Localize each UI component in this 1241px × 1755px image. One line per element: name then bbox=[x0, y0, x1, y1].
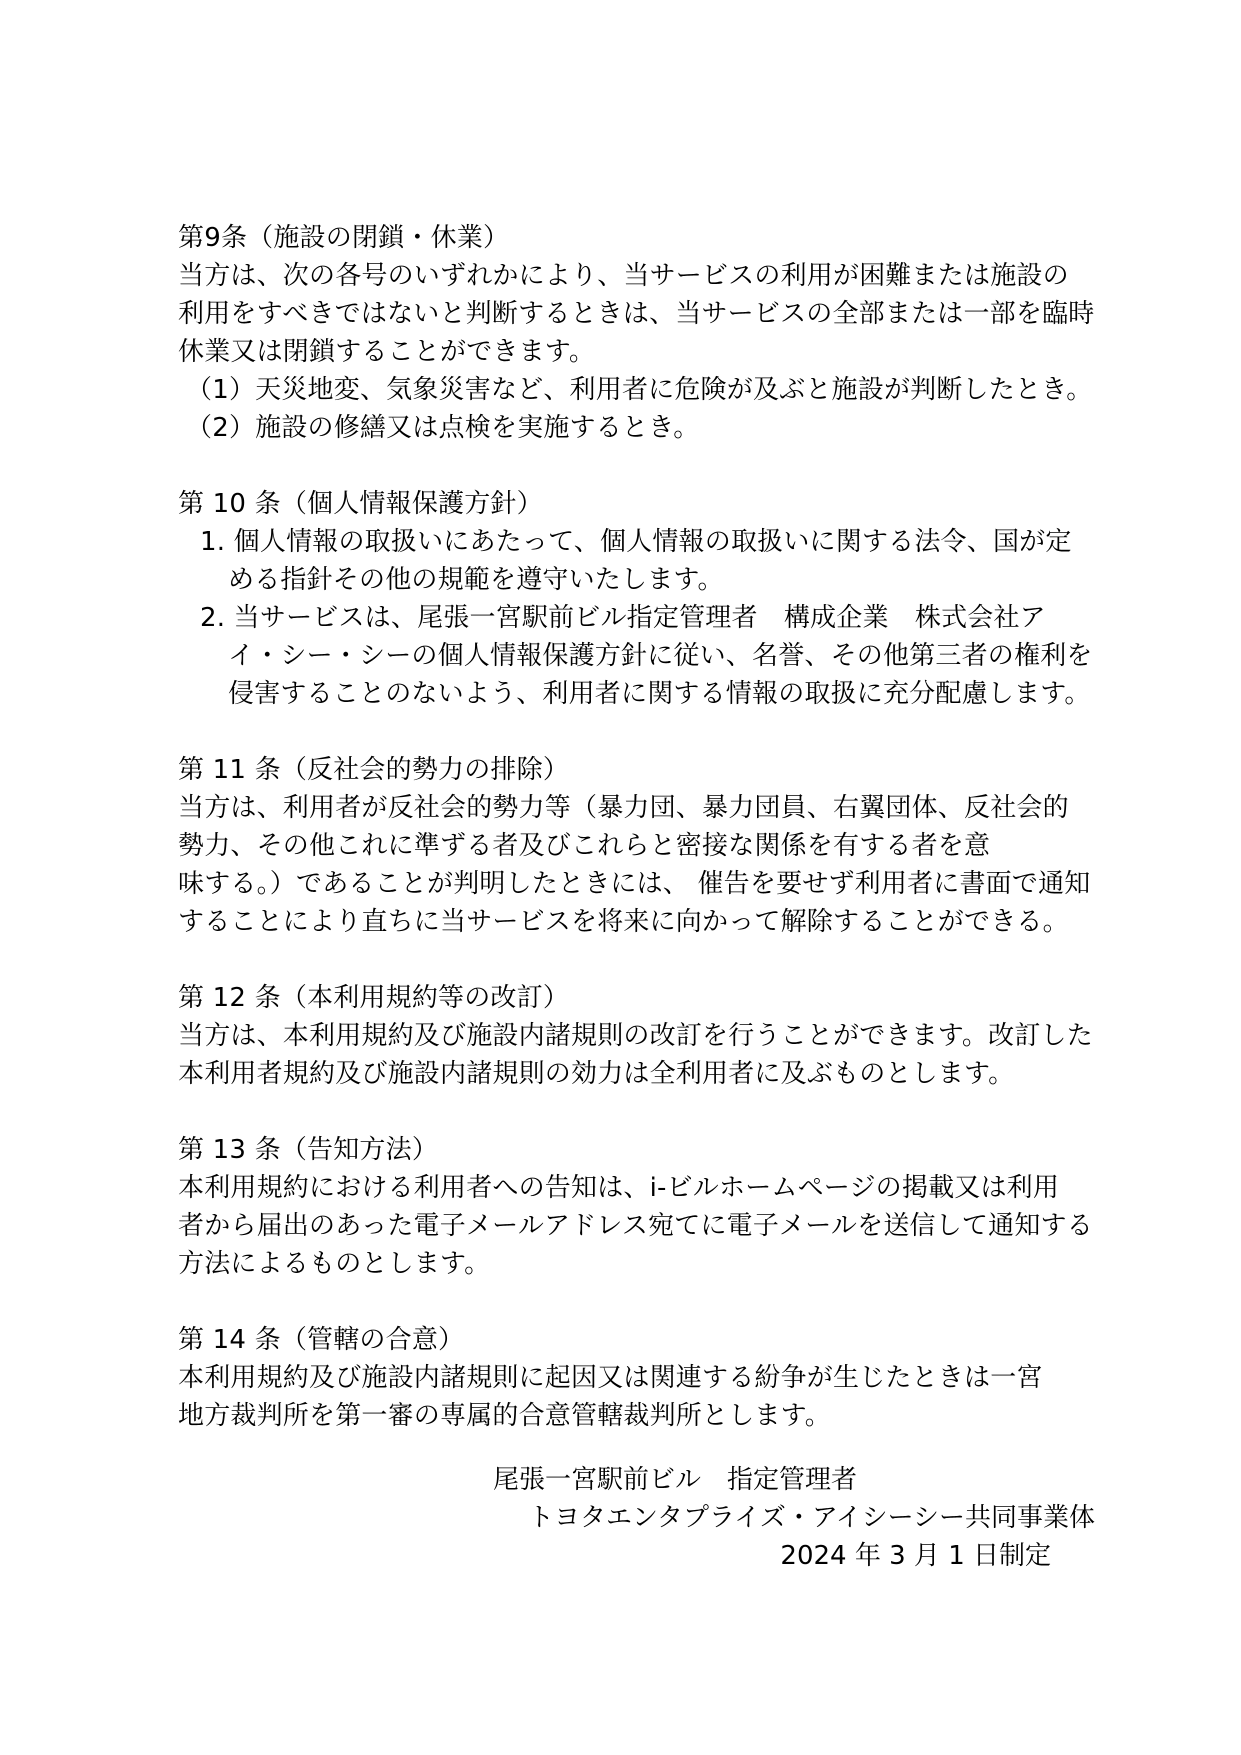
article-9-line-3: 休業又は閉鎖することができます。 bbox=[178, 337, 596, 367]
article-10-line-5: 侵害することのないよう、利用者に関する情報の取扱に充分配慮します。 bbox=[228, 679, 1091, 709]
article-13-title: 第 13 条（告知方法） bbox=[178, 1135, 439, 1165]
article-13-line-1: 本利用規約における利用者への告知は、i-ビルホームページの掲載又は利用 bbox=[178, 1173, 1060, 1203]
article-10-line-1: 1. 個人情報の取扱いにあたって、個人情報の取扱いに関する法令、国が定 bbox=[200, 527, 1072, 557]
article-9-line-1: 当方は、次の各号のいずれかにより、当サービスの利用が困難または施設の bbox=[178, 261, 1069, 291]
article-9-item-2: （2）施設の修繕又は点検を実施するとき。 bbox=[186, 413, 700, 443]
article-9-title: 第9条（施設の閉鎖・休業） bbox=[178, 223, 510, 253]
article-14-title: 第 14 条（管轄の合意） bbox=[178, 1325, 465, 1355]
article-13-line-2: 者から届出のあった電子メールアドレス宛てに電子メールを送信して通知する bbox=[178, 1211, 1093, 1241]
signature-date: 2024 年 3 月 1 日制定 bbox=[780, 1541, 1051, 1571]
article-11-line-1: 当方は、利用者が反社会的勢力等（暴力団、暴力団員、右翼団体、反社会的 bbox=[178, 793, 1069, 823]
article-11-title: 第 11 条（反社会的勢力の排除） bbox=[178, 755, 570, 785]
article-10-line-2: める指針その他の規範を遵守いたします。 bbox=[228, 565, 724, 595]
article-10-title: 第 10 条（個人情報保護方針） bbox=[178, 489, 543, 519]
article-12-title: 第 12 条（本利用規約等の改訂） bbox=[178, 983, 570, 1013]
article-11-line-3: 味する。）であることが判明したときには、 催告を要せず利用者に書面で通知 bbox=[178, 869, 1091, 899]
signature-consortium: トヨタエンタプライズ・アイシーシー共同事業体 bbox=[528, 1503, 1096, 1533]
article-10-line-3: 2. 当サービスは、尾張一宮駅前ビル指定管理者 構成企業 株式会社ア bbox=[200, 603, 1046, 633]
article-13-line-3: 方法によるものとします。 bbox=[178, 1249, 491, 1279]
article-14-line-1: 本利用規約及び施設内諸規則に起因又は関連する紛争が生じたときは一宮 bbox=[178, 1363, 1043, 1393]
article-11-line-2: 勢力、その他これに準ずる者及びこれらと密接な関係を有する者を意 bbox=[178, 831, 991, 861]
article-12-line-1: 当方は、本利用規約及び施設内諸規則の改訂を行うことができます。改訂した bbox=[178, 1021, 1093, 1051]
signature-manager: 尾張一宮駅前ビル 指定管理者 bbox=[493, 1465, 858, 1495]
article-12-line-2: 本利用者規約及び施設内諸規則の効力は全利用者に及ぶものとします。 bbox=[178, 1059, 1015, 1089]
article-9-line-2: 利用をすべきではないと判断するときは、当サービスの全部または一部を臨時 bbox=[178, 299, 1095, 329]
article-11-line-4: することにより直ちに当サービスを将来に向かって解除することができる。 bbox=[178, 907, 1069, 937]
article-14-line-2: 地方裁判所を第一審の専属的合意管轄裁判所とします。 bbox=[178, 1401, 831, 1431]
article-10-line-4: イ・シー・シーの個人情報保護方針に従い、名誉、その他第三者の権利を bbox=[228, 641, 1093, 671]
article-9-item-1: （1）天災地変、気象災害など、利用者に危険が及ぶと施設が判断したとき。 bbox=[186, 375, 1093, 405]
